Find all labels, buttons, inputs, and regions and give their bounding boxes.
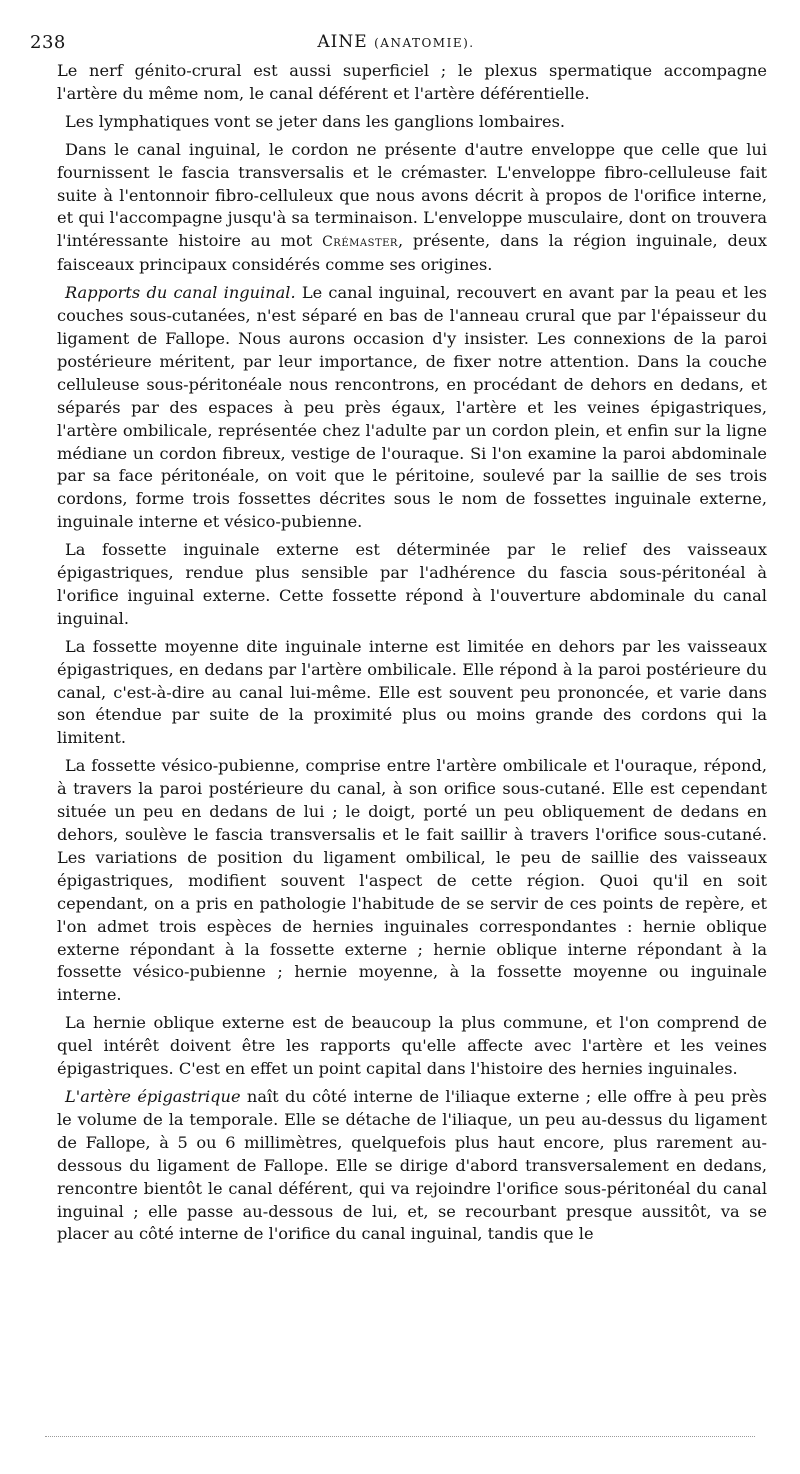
paragraph	[57, 1012, 767, 1081]
paragraph	[57, 539, 767, 631]
paragraph	[57, 282, 767, 534]
paragraph	[57, 111, 767, 134]
paragraph-text: Le nerf génito-crural est aussi superficiel ; le plexus spermatique accompagne l'artère du même nom, le canal déférent et l'artère déférentielle.	[57, 61, 767, 103]
page-header	[30, 32, 762, 60]
paragraph	[57, 60, 767, 106]
running-head-subtitle: (ANATOMIE).	[374, 36, 475, 50]
paragraph-text: Les lymphatiques vont se jeter dans les ganglions lombaires.	[65, 111, 566, 131]
section-heading: Rapports du canal inguinal.	[65, 283, 296, 303]
paragraph-text: La fossette vésico-pubienne, comprise entre l'artère ombilicale et l'ouraque, répond, à travers la paroi postérieure du canal, à son orifice sous-cutané. Elle est cependant située un peu en dedans de lui ; le doigt, porté un peu obliquement de dedans en dehors, soulève le fascia transversalis et le fait saillir à travers l'orifice sous-cutané. Les variations de position du ligament ombilical, le peu de saillie des vaisseaux épigastriques, modifient souvent l'aspect de cette région. Quoi qu'il en soit cependant, on a pris en pathologie l'habitude de se servir de ces points de repère, et l'on admet trois espèces de hernies inguinales correspondantes : hernie oblique externe répondant à la fossette externe ; hernie oblique interne répondant à la fossette vésico-pubienne ; hernie moyenne, à la fossette moyenne ou inguinale interne.	[57, 756, 767, 1005]
body-text	[57, 60, 767, 1251]
paragraph	[57, 755, 767, 1007]
paragraph-text: Dans le canal inguinal, le cordon ne présente d'autre enveloppe que celle que lui fournissent le fascia transversalis et le crémaster. L'enveloppe fibro-celluleuse fait suite à l'entonnoir fibro-celluleux que nous avons décrit à propos de l'orifice interne, et qui l'accompagne jusqu'à sa terminaison. L'enveloppe musculaire, dont on trouvera l'intéressante histoire au mot	[57, 139, 767, 251]
cross-reference: Crémaster	[322, 234, 398, 251]
page-number: 238	[30, 32, 66, 53]
footer-rule	[45, 1436, 755, 1437]
paragraph-text: Le canal inguinal, recouvert en avant par la peau et les couches sous-cutanées, n'est séparé en bas de l'anneau crural que par l'épaisseur du ligament de Fallope. Nous aurons occasion d'y insister. Les connexions de la paroi postérieure méritent, par leur importance, de fixer notre attention. Dans la couche celluleuse sous-péritonéale nous rencontrons, en procédant de dehors en dedans, et séparés par des espaces à peu près égaux, l'artère et les veines épigastriques, l'artère ombilicale, représentée chez l'adulte par un cordon plein, et enfin sur la ligne médiane un cordon fibreux, vestige de l'ouraque. Si l'on examine la paroi abdominale par sa face péritonéale, on voit que le péritoine, soulevé par la saillie de ses trois cordons, forme trois fossettes décrites sous le nom de fossettes inguinale externe, inguinale interne et vésico-pubienne.	[57, 283, 767, 532]
section-heading: L'artère épigastrique	[65, 1086, 241, 1106]
paragraph-text: , présente, dans la région inguinale, deux faisceaux principaux considérés comme ses origines.	[57, 231, 767, 275]
paragraph-text: La hernie oblique externe est de beaucoup la plus commune, et l'on comprend de quel intérêt doivent être les rapports qu'elle affecte avec l'artère et les veines épigastriques. C'est en effet un point capital dans l'histoire des hernies inguinales.	[57, 1013, 767, 1079]
running-head	[30, 32, 762, 52]
paragraph	[57, 636, 767, 751]
paragraph	[57, 139, 767, 277]
running-head-title: AINE	[317, 32, 368, 52]
paragraph	[57, 1086, 767, 1246]
paragraph-text: naît du côté interne de l'iliaque externe ; elle offre à peu près le volume de la temporale. Elle se détache de l'iliaque, un peu au-dessus du ligament de Fallope, à 5 ou 6 millimètres, quelquefois plus haut encore, plus rarement au-dessous du ligament de Fallope. Elle se dirige d'abord transversalement en dedans, rencontre bientôt le canal déférent, qui va rejoindre l'orifice sous-péritonéal du canal inguinal ; elle passe au-dessous de lui, et, se recourbant presque aussitôt, va se placer au côté interne de l'orifice du canal inguinal, tandis que le	[57, 1086, 767, 1244]
paragraph-text: La fossette inguinale externe est déterminée par le relief des vaisseaux épigastriques, rendue plus sensible par l'adhérence du fascia sous-péritonéal à l'orifice inguinal externe. Cette fossette répond à l'ouverture abdominale du canal inguinal.	[57, 540, 767, 628]
paragraph-text: La fossette moyenne dite inguinale interne est limitée en dehors par les vaisseaux épigastriques, en dedans par l'artère ombilicale. Elle répond à la paroi postérieure du canal, c'est-à-dire au canal lui-même. Elle est souvent peu prononcée, et varie dans son étendue par suite de la proximité plus ou moins grande des cordons qui la limitent.	[57, 636, 767, 748]
